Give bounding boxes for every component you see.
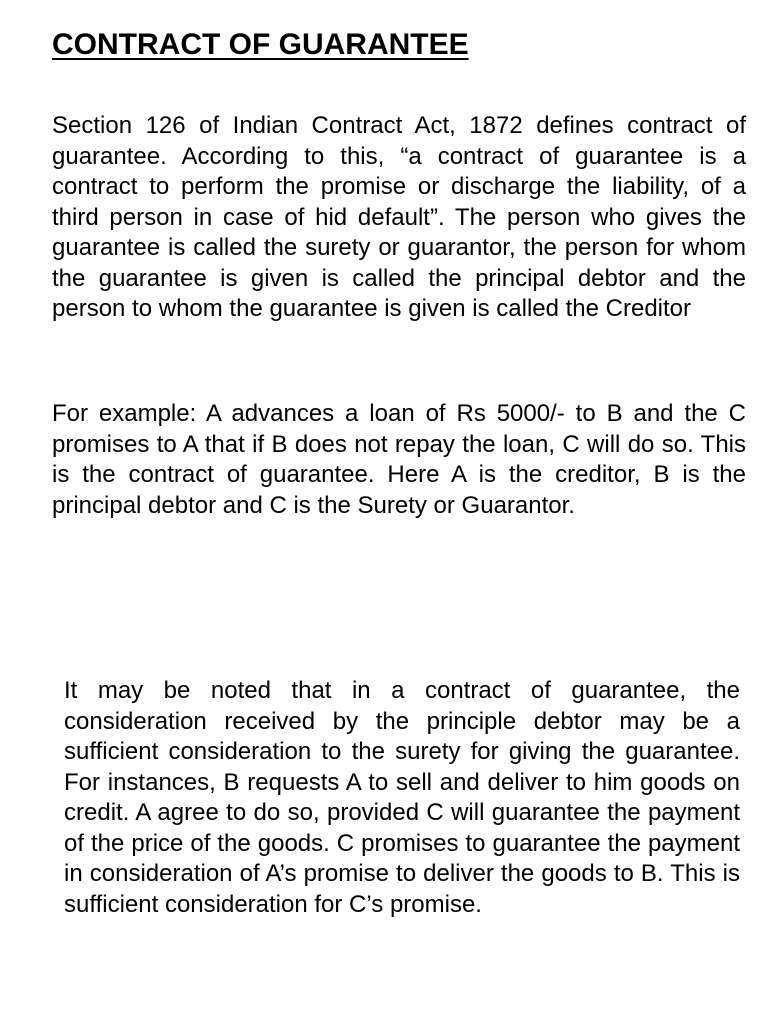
document-title: CONTRACT OF GUARANTEE — [52, 28, 469, 61]
paragraph-definition: Section 126 of Indian Contract Act, 1872 defines contract of guarantee. According to this, “a contract of guarantee is a contract to perform the promise or discharge the liability, of a third person in case of hid default”. The person who gives the guarantee is called the surety or guarantor, the person for whom the guarantee is given is called the principal debtor and the person to whom the guarantee is given is called the Creditor — [52, 112, 746, 322]
paragraph-example: For example: A advances a loan of Rs 5000/- to B and the C promises to A that if B does not repay the loan, C will do so. This is the contract of guarantee. Here A is the creditor, B is the principal debtor and C is the Surety or Guarantor. — [52, 400, 746, 519]
paragraph-consideration-note: It may be noted that in a contract of guarantee, the consideration received by the principle debtor may be a sufficient consideration to the surety for giving the guarantee. For instances, B requests A to sell and deliver to him goods on credit. A agree to do so, provided C will guarantee the payment of the price of the goods. C promises to guarantee the payment in consideration of A’s promise to deliver the goods to B. This is sufficient consideration for C’s promise. — [64, 677, 740, 918]
